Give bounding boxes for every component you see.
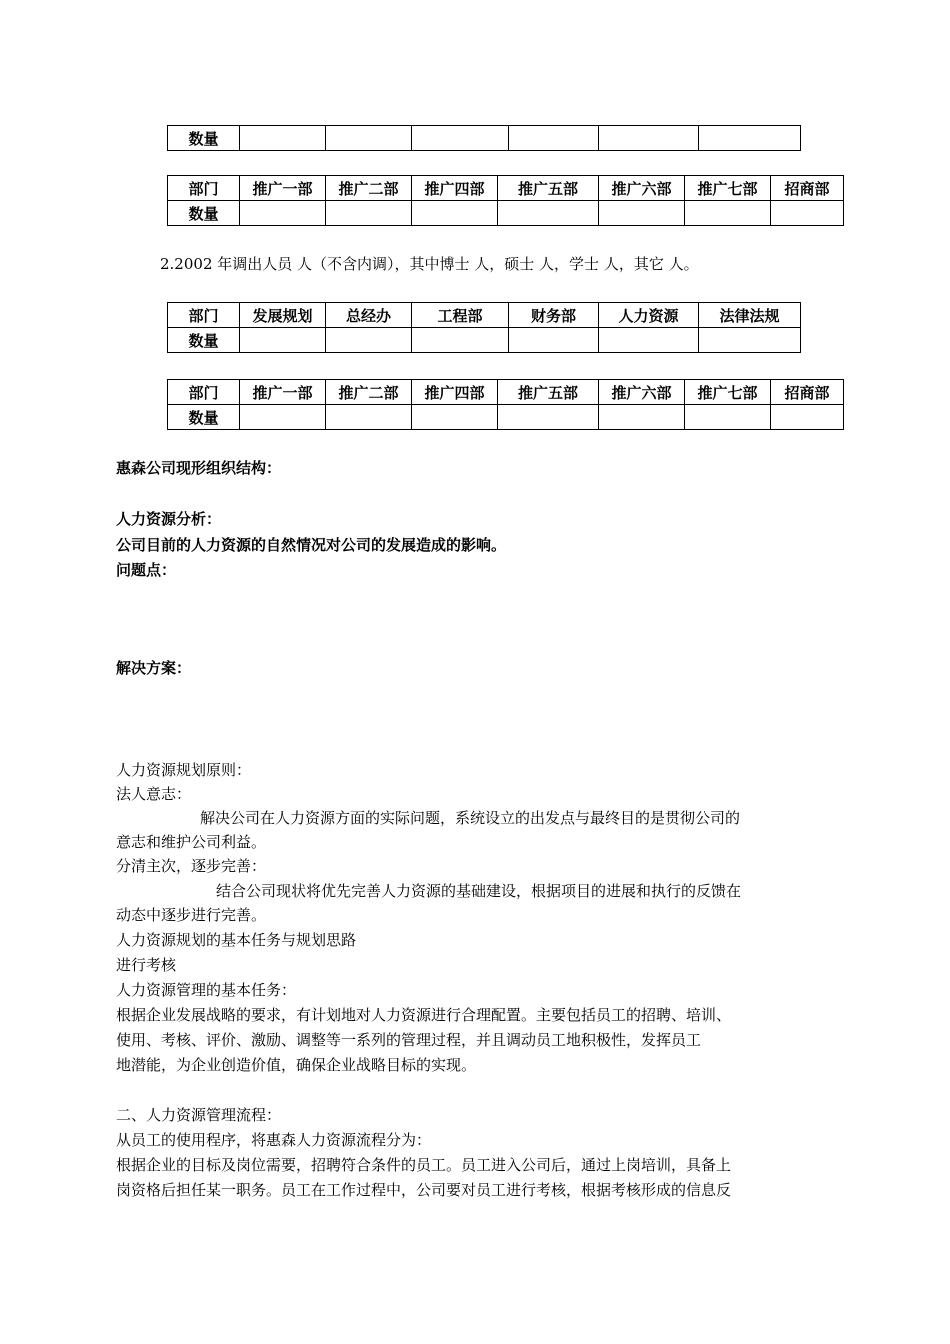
- table-cell: [326, 328, 412, 353]
- header-cell: 推广六部: [599, 176, 685, 201]
- table-cell: [498, 201, 599, 226]
- body-line: 法人意志：: [116, 785, 192, 803]
- table-cell: [685, 405, 771, 430]
- header-cell: 推广六部: [599, 380, 685, 405]
- promotion-dept-table-out: [167, 379, 844, 430]
- table-cell: [326, 405, 412, 430]
- header-cell: 部门: [168, 303, 240, 328]
- table-cell: [412, 126, 509, 151]
- body-line: 人力资源规划原则：: [116, 761, 252, 779]
- table-cell: [599, 328, 699, 353]
- body-line: 根据企业发展战略的要求，有计划地对人力资源进行合理配置。主要包括员工的招聘、培训、: [116, 1006, 732, 1024]
- header-cell: 部门: [168, 380, 240, 405]
- body-line: 意志和维护公司利益。: [116, 833, 267, 851]
- header-cell: 法律法规: [699, 303, 801, 328]
- table-cell: [599, 201, 685, 226]
- row-label: 数量: [168, 328, 240, 353]
- header-cell: 推广二部: [326, 380, 412, 405]
- table-cell: [509, 328, 599, 353]
- header-cell: 推广四部: [412, 380, 498, 405]
- table-cell: [685, 201, 771, 226]
- table-cell: [412, 328, 509, 353]
- table-cell: [240, 126, 326, 151]
- header-cell: 推广五部: [498, 176, 599, 201]
- header-cell: 推广四部: [412, 176, 498, 201]
- header-cell: 推广七部: [685, 176, 771, 201]
- hr-analysis-heading: 人力资源分析：: [116, 510, 222, 528]
- body-line: 结合公司现状将优先完善人力资源的基础建设，根据项目的进展和执行的反馈在: [216, 882, 742, 900]
- table-cell: [240, 405, 326, 430]
- header-cell: 推广一部: [240, 176, 326, 201]
- table-cell: [599, 126, 699, 151]
- table-cell: [240, 201, 326, 226]
- header-cell: 人力资源: [599, 303, 699, 328]
- body-line: 根据企业的目标及岗位需要，招聘符合条件的员工。员工进入公司后，通过上岗培训，具备上: [116, 1156, 732, 1174]
- header-cell: 推广七部: [685, 380, 771, 405]
- table-cell: [771, 201, 844, 226]
- row-label: 数量: [168, 201, 240, 226]
- org-structure-heading: 惠森公司现形组织结构：: [116, 459, 282, 477]
- body-line: 二、人力资源管理流程：: [116, 1106, 282, 1124]
- body-line: 从员工的使用程序，将惠森人力资源流程分为：: [116, 1131, 432, 1149]
- solution-heading: 解决方案：: [116, 659, 192, 677]
- body-line: 解决公司在人力资源方面的实际问题，系统设立的出发点与最终目的是贯彻公司的: [200, 809, 741, 827]
- table-header-row: [168, 380, 844, 405]
- table-cell: [509, 126, 599, 151]
- table-row: [168, 405, 844, 430]
- table-row: [168, 201, 844, 226]
- row-label: 数量: [168, 126, 240, 151]
- row-label: 数量: [168, 405, 240, 430]
- body-line: 人力资源管理的基本任务：: [116, 981, 297, 999]
- table-cell: [498, 405, 599, 430]
- body-line: 分清主次，逐步完善：: [116, 857, 267, 875]
- hr-impact-heading: 公司目前的人力资源的自然情况对公司的发展造成的影响。: [116, 536, 507, 554]
- quantity-table-continued: [167, 125, 801, 151]
- header-cell: 招商部: [771, 176, 844, 201]
- header-cell: 部门: [168, 176, 240, 201]
- table-row: [168, 126, 801, 151]
- table-row: [168, 328, 801, 353]
- table-cell: [771, 405, 844, 430]
- body-line: 人力资源规划的基本任务与规划思路: [116, 931, 357, 949]
- table-header-row: [168, 176, 844, 201]
- table-cell: [412, 405, 498, 430]
- body-line: 进行考核: [116, 956, 177, 974]
- header-cell: 发展规划: [240, 303, 326, 328]
- body-line: 岗资格后担任某一职务。员工在工作过程中，公司要对员工进行考核，根据考核形成的信息反: [116, 1181, 732, 1199]
- header-cell: 财务部: [509, 303, 599, 328]
- table-header-row: [168, 303, 801, 328]
- header-cell: 推广五部: [498, 380, 599, 405]
- body-line: 动态中逐步进行完善。: [116, 906, 267, 924]
- table-cell: [599, 405, 685, 430]
- header-cell: 总经办: [326, 303, 412, 328]
- header-cell: 招商部: [771, 380, 844, 405]
- table-cell: [240, 328, 326, 353]
- table-cell: [326, 201, 412, 226]
- outflow-summary-line: 2.2002 年调出人员 人（不含内调），其中博士 人，硕士 人，学士 人，其它 人。: [160, 255, 699, 273]
- promotion-dept-table-in: [167, 175, 844, 226]
- header-cell: 推广二部: [326, 176, 412, 201]
- header-cell: 推广一部: [240, 380, 326, 405]
- functional-dept-table-out: [167, 302, 801, 353]
- table-cell: [412, 201, 498, 226]
- body-line: 使用、考核、评价、激励、调整等一系列的管理过程，并且调动员工地积极性，发挥员工: [116, 1031, 702, 1049]
- problems-heading: 问题点：: [116, 561, 177, 579]
- table-cell: [326, 126, 412, 151]
- table-cell: [699, 328, 801, 353]
- body-line: 地潜能，为企业创造价值，确保企业战略目标的实现。: [116, 1056, 477, 1074]
- header-cell: 工程部: [412, 303, 509, 328]
- table-cell: [699, 126, 801, 151]
